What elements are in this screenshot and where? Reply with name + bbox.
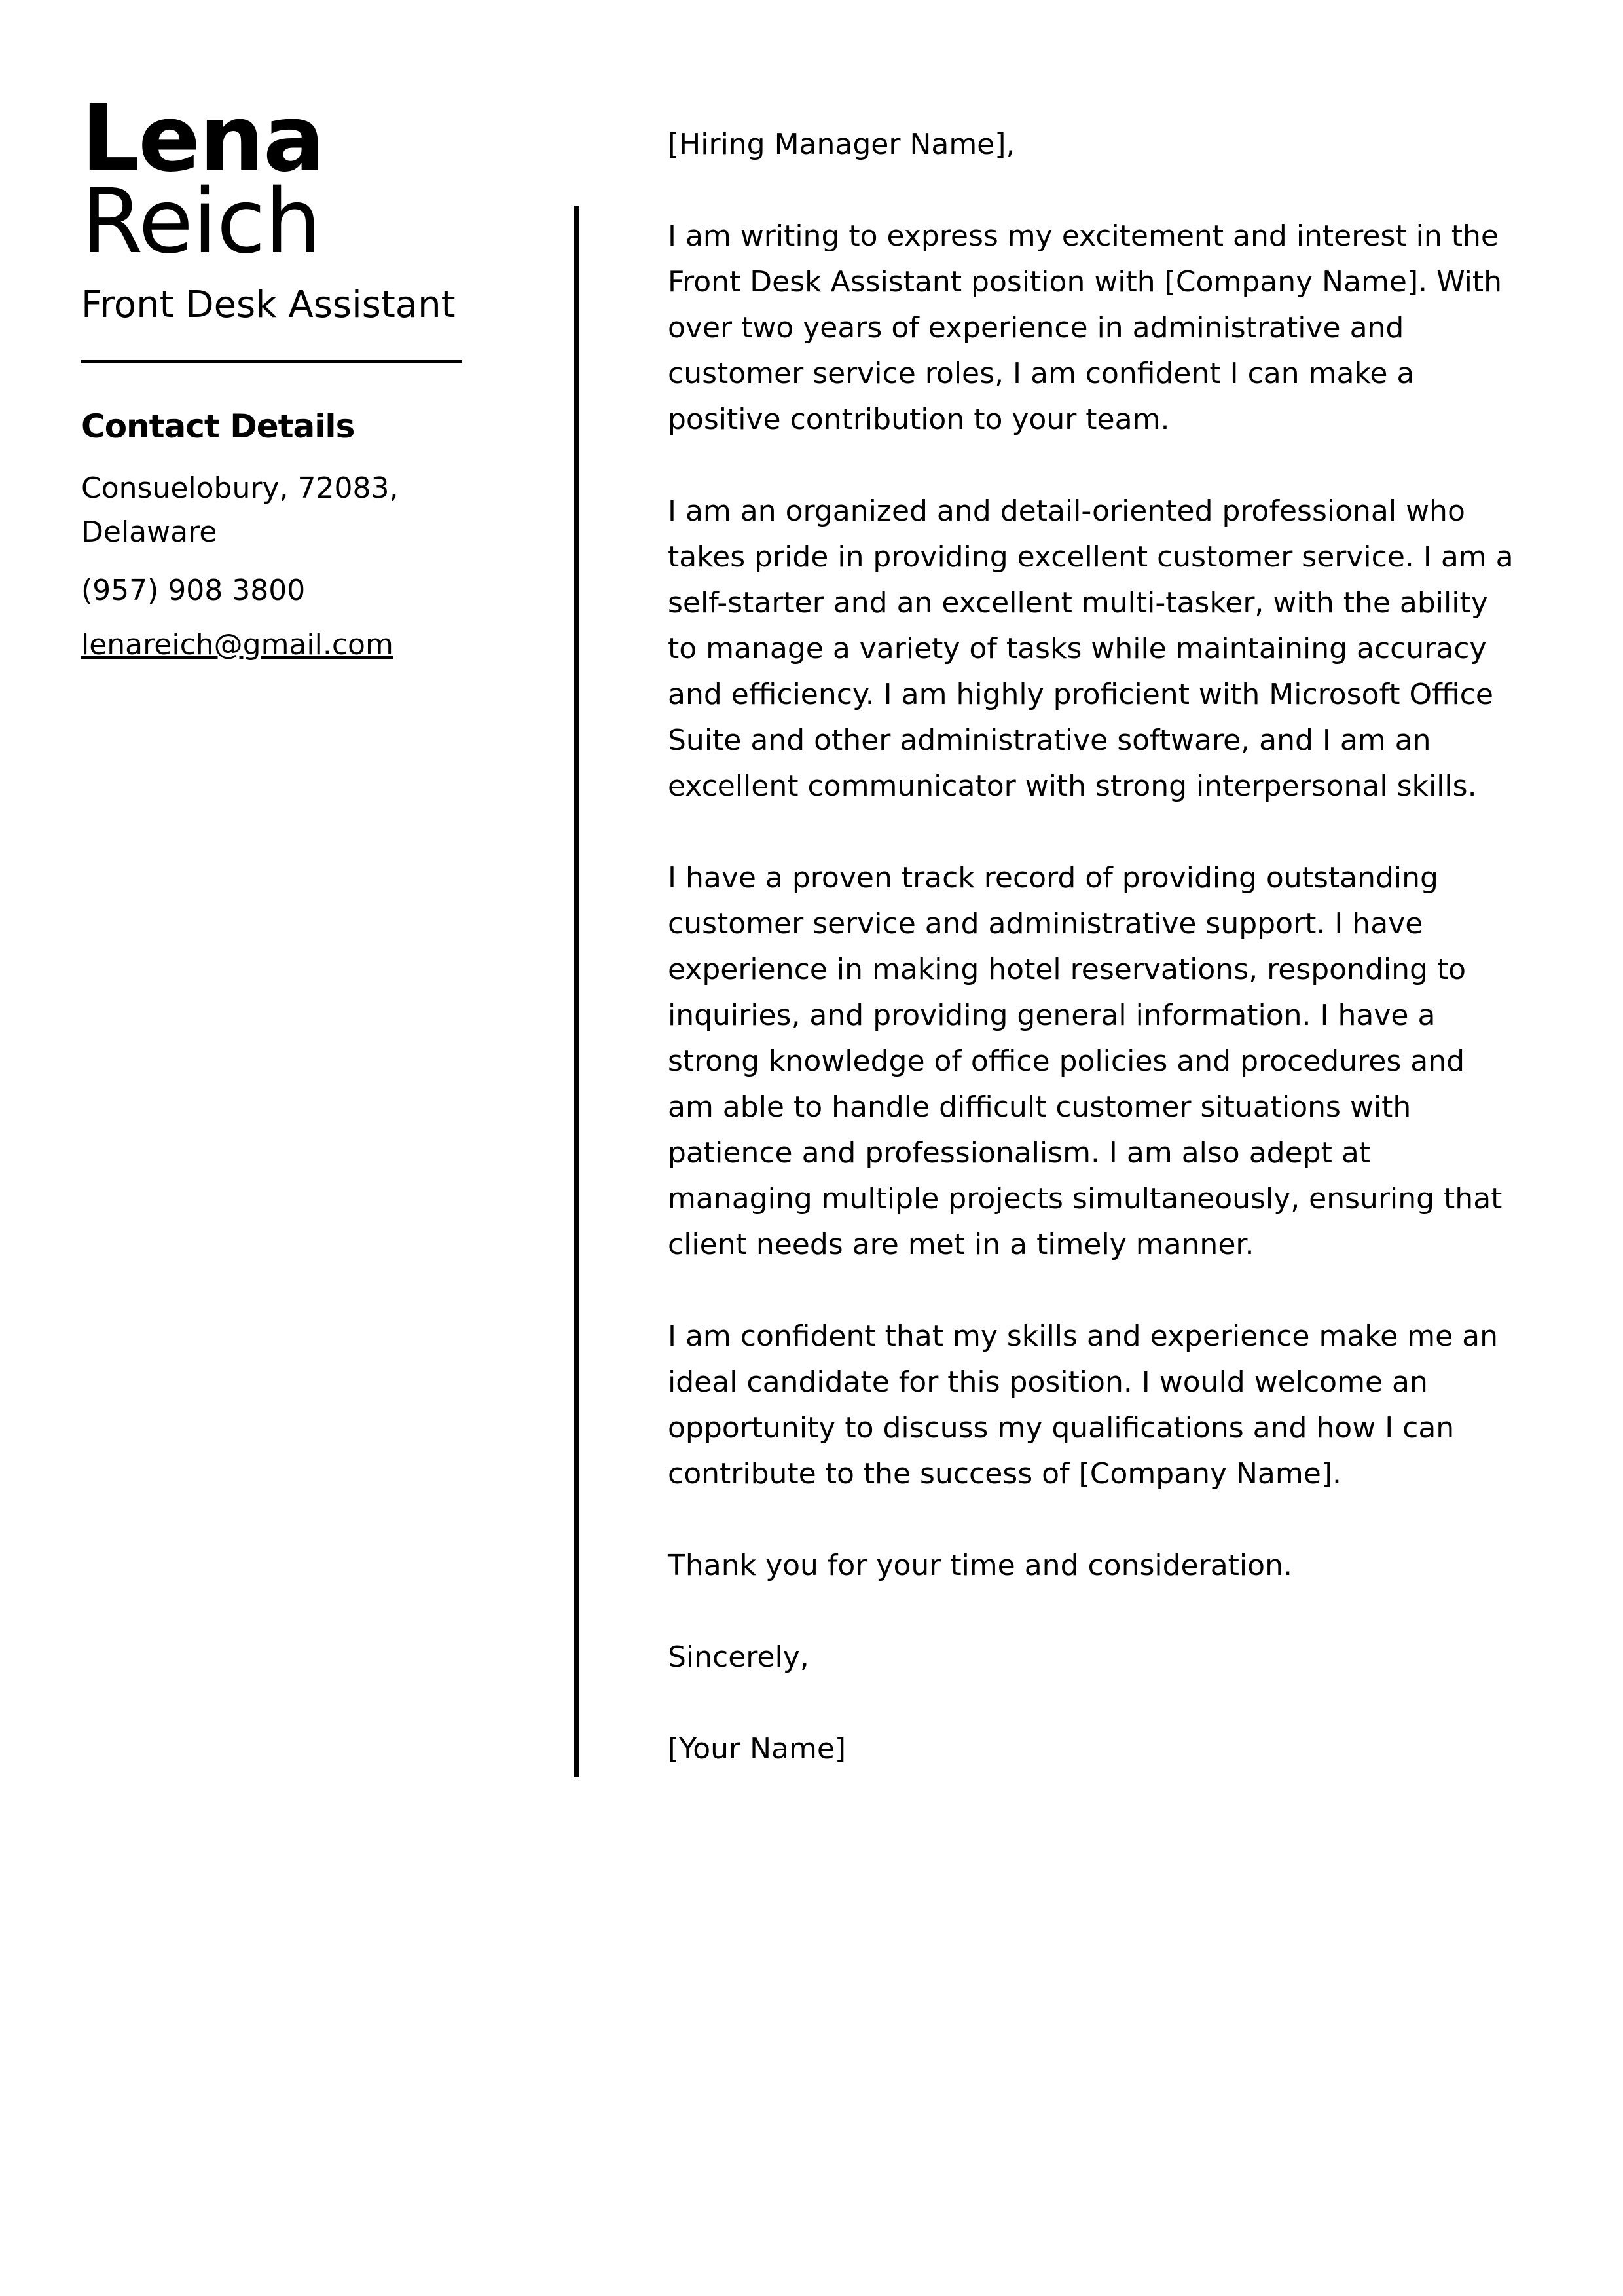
contact-address: Consuelobury, 72083, Delaware (81, 472, 399, 549)
contact-heading: Contact Details (81, 407, 355, 445)
letter-paragraph: I am writing to express my excitement and interest in the Front Desk Assistant position with [Company Name]. With over two years of experience in administrative and customer service roles, I am confident I can make a positive contribution to your team. (668, 219, 1502, 436)
letter-salutation: [Hiring Manager Name], (668, 128, 1015, 161)
job-title: Front Desk Assistant (81, 284, 456, 326)
vertical-divider (574, 206, 579, 1777)
contact-phone: (957) 908 3800 (81, 574, 306, 607)
letter-paragraph: I have a proven track record of providing outstanding customer service and administrative support. I have experience in making hotel reservations, responding to inquiries, and providing general information. I have a strong knowledge of office policies and procedures and am able to handle difficult customer situations with patience and professionalism. I am also adept at managing multiple projects simultaneously, ensuring that client needs are met in a timely manner. (668, 861, 1503, 1261)
first-name: Lena (81, 86, 324, 193)
letter-paragraph: I am an organized and detail-oriented professional who takes pride in providing excellent customer service. I am a self-starter and an excellent multi-tasker, with the ability to manage a variety of tasks while maintaining accuracy and efficiency. I am highly proficient with Microsoft Office Suite and other administrative software, and I am an excellent communicator with strong interpersonal skills. (668, 494, 1514, 803)
letter-signature: [Your Name] (668, 1732, 847, 1766)
letter-paragraph: I am confident that my skills and experience make me an ideal candidate for this position. I would welcome an opportunity to discuss my qualifications and how I can contribute to the success of [Company Name]. (668, 1320, 1499, 1491)
letter-closing: Sincerely, (668, 1640, 809, 1674)
contact-email-link[interactable]: lenareich@gmail.com (81, 628, 393, 661)
letter-body (668, 122, 1519, 1772)
title-divider (81, 360, 462, 363)
sidebar (81, 86, 474, 667)
last-name: Reich (81, 170, 321, 274)
letter-paragraph: Thank you for your time and consideration. (668, 1549, 1292, 1582)
